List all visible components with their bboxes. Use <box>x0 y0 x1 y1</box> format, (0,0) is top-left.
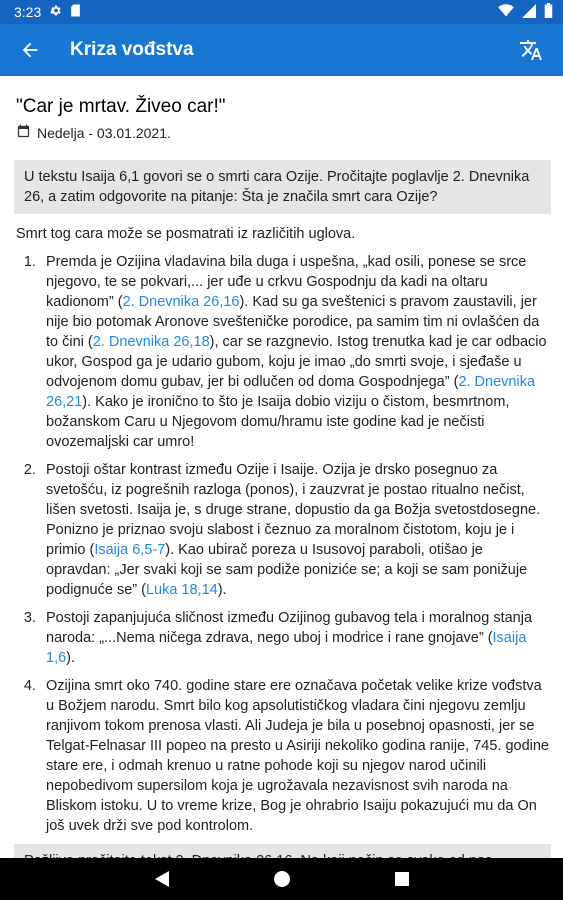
intro-paragraph: Smrt tog cara može se posmatrati iz različitih uglova. <box>16 226 356 242</box>
point-text: ). Kako je ironično to što je Isaija dobio viziju o čistom, besmrtnom, božanskom Caru u Njegovom domu/hramu iste godine kad je nečisti ovozemaljski car umro! <box>46 394 510 450</box>
point-text: ). <box>66 650 76 666</box>
sd-card-icon <box>70 4 81 20</box>
translate-icon[interactable] <box>515 34 547 66</box>
wifi-icon <box>498 4 514 20</box>
app-bar <box>0 24 563 76</box>
lesson-content[interactable] <box>0 76 563 858</box>
calendar-icon <box>16 124 31 142</box>
bible-reference-link[interactable]: Isaija 1,6 <box>46 630 527 666</box>
bible-reference-link[interactable]: 2. Dnevnika 26,21 <box>46 374 536 410</box>
lesson-date-line <box>16 124 549 142</box>
gear-icon <box>49 4 62 20</box>
recents-square-icon[interactable] <box>390 867 414 891</box>
point-text: ). Kad su ga sveštenici s pravom zaustavili, jer nije bio potomak Aronove svešteničke porodice, pa samim tim ni ovlašćen da to čini ( <box>46 294 540 350</box>
battery-icon <box>544 3 553 21</box>
point-text: ), car se razgnevio. Istog trenutka kad je car odbacio ukor, Gospod ga je udario gubom, koju je imao „do smrti svoje, i sjeđaše u odvojenom domu gubav, jer bi odlučen od doma Gospodnjega” ( <box>46 334 547 390</box>
list-item <box>40 676 549 836</box>
back-arrow-icon[interactable] <box>16 36 44 64</box>
cellular-icon <box>522 4 536 21</box>
point-text: Postoji zapanjujuća sličnost između Ozijinog gubavog tela i moralnog stanja naroda: „...Nema ničega zdrava, nego uboj i modrice i rane gnojave” ( <box>46 610 533 646</box>
point-text: ). <box>217 582 227 598</box>
list-item <box>40 252 549 452</box>
list-item <box>40 460 549 600</box>
home-circle-icon[interactable] <box>270 867 294 891</box>
points-list <box>16 252 549 836</box>
navigation-bar <box>0 858 563 900</box>
back-triangle-icon[interactable] <box>150 867 174 891</box>
lesson-title: "Car je mrtav. Živeo car!" <box>16 96 226 117</box>
bible-reference-link[interactable]: Isaija 6,5-7 <box>94 542 166 558</box>
bible-reference-link[interactable]: 2. Dnevnika 26,16 <box>122 294 240 310</box>
point-text: Premda je Ozijina vladavina bila duga i uspešna, „kad osili, ponese se srce njegovo, te se pokvari,... jer uđe u crkvu Gospodnju da kadi na oltaru kadionom” ( <box>46 254 527 310</box>
bible-reference-link[interactable]: Luka 18,14 <box>145 582 218 598</box>
status-bar <box>0 0 563 24</box>
app-bar-title: Kriza vođstva <box>70 39 194 60</box>
point-text: Ozijina smrt oko 740. godine stare ere označava početak velike krize vođstva u Božjem narodu. Smrt bilo kog apsolutističkog vladara čini njegovu zemlju ranjivom tokom prenosa vlasti. Ali Judeja je bila u posebnoj opasnosti, jer se Telgat-Felnasar III popeo na presto u Asiriji nekoliko godina ranije, 745. godine stare ere, i odmah krenuo u ratne pohode koji su njegov narod učinili nepobedivom supersilom koja je ugrožavala nezavisnost svih naroda na Bliskom istoku. U to vreme krize, Bog je ohrabrio Isaiju pokazujući mu da On još uvek drži sve pod kontrolom. <box>46 678 549 834</box>
list-item <box>40 608 549 668</box>
question-box: U tekstu Isaija 6,1 govori se o smrti cara Ozije. Pročitajte poglavlje 2. Dnevnika 26, a zatim odgovorite na pitanje: Šta je značila smrt cara Ozije? <box>14 160 551 214</box>
status-left <box>14 4 81 20</box>
point-text: ). Kao ubirač poreza u Isusovoj paraboli, otišao je opravdan: „Jer svaki koji se sam podiže poniziće se; a koji se sam ponižuje podignuće se” ( <box>46 542 528 598</box>
bible-reference-link[interactable]: 2. Dnevnika 26,18 <box>92 334 210 350</box>
status-time: 3:23 <box>14 4 42 20</box>
status-right <box>498 3 553 21</box>
lesson-date: Nedelja - 03.01.2021. <box>37 125 171 141</box>
point-text: Postoji oštar kontrast između Ozije i Isaije. Ozija je drsko posegnuo za svetošću, iz pogrešnih razloga (ponos), i zauzvrat je postao ritualno nečist, lišen svetosti. Isaija je, s druge strane, dopustio da ga Božja svetostdosegne. Ponizno je priznao svoju slabost i čeznuo za moralnom čistotom, koju je i primio ( <box>46 462 541 558</box>
